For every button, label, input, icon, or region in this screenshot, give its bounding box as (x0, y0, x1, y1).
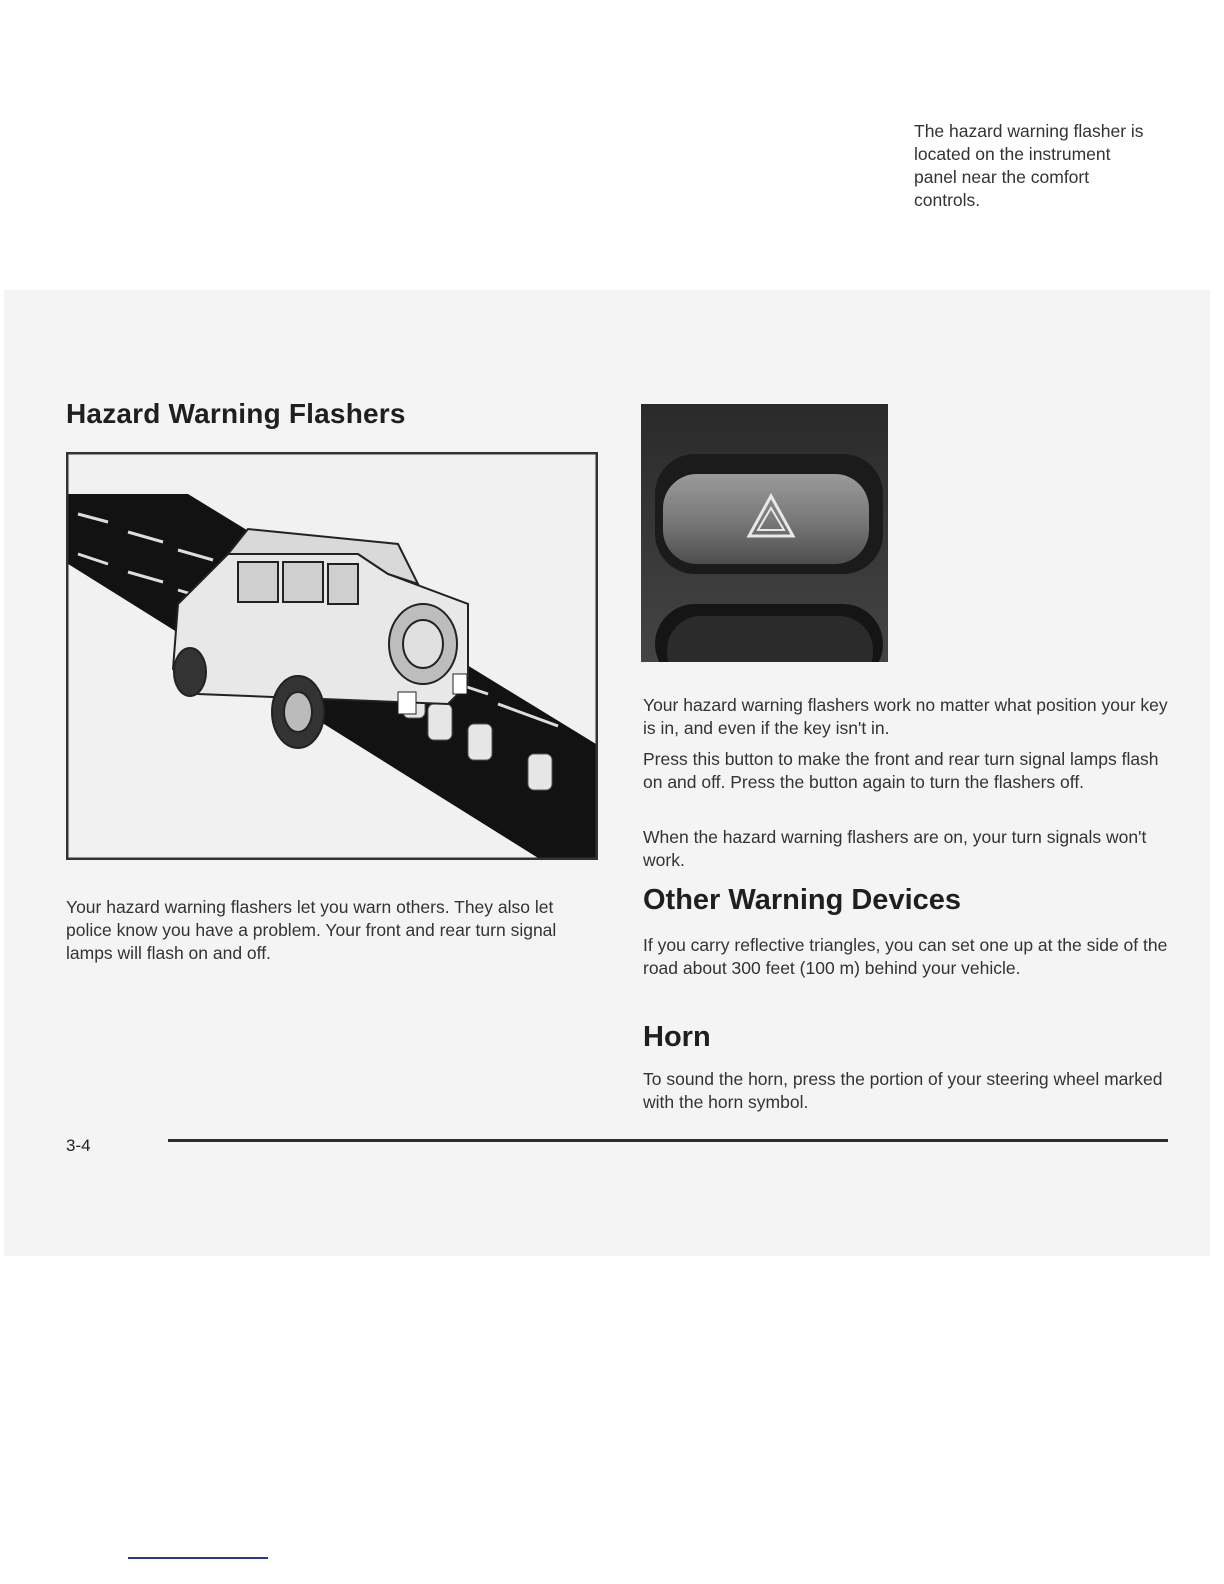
page-number: 3-4 (66, 1136, 91, 1155)
bottom-rule (128, 1557, 268, 1559)
flasher-works-paragraph: Your hazard warning flashers work no matter what position your key is in, and even if the key isn't in. (643, 695, 1168, 738)
suv-hazard-flashers-illustration (66, 452, 598, 860)
hazard-intro-paragraph: Your hazard warning flashers let you warn others. They also let police know you have a problem. Your front and rear turn signal lamps will flash on and off. (66, 897, 557, 963)
other-warning-devices-heading: Other Warning Devices (643, 884, 962, 916)
hazard-warning-flashers-heading: Hazard Warning Flashers (66, 398, 406, 429)
horn-paragraph: To sound the horn, press the portion of your steering wheel marked with the horn symbol. (643, 1069, 1163, 1112)
hazard-button-photo (641, 404, 888, 662)
turn-signals-paragraph: When the hazard warning flashers are on, your turn signals won't work. (643, 827, 1147, 870)
flasher-location-text: The hazard warning flasher is located on the instrument panel near the comfort controls. (914, 121, 1144, 210)
press-button-paragraph: Press this button to make the front and rear turn signal lamps flash on and off. Press the button again to turn the flashers off. (643, 749, 1159, 792)
other-warning-devices-paragraph: If you carry reflective triangles, you can set one up at the side of the road about 300 feet (100 m) behind your vehicle. (643, 935, 1168, 978)
footer-rule (168, 1139, 1168, 1142)
horn-heading: Horn (643, 1021, 711, 1053)
